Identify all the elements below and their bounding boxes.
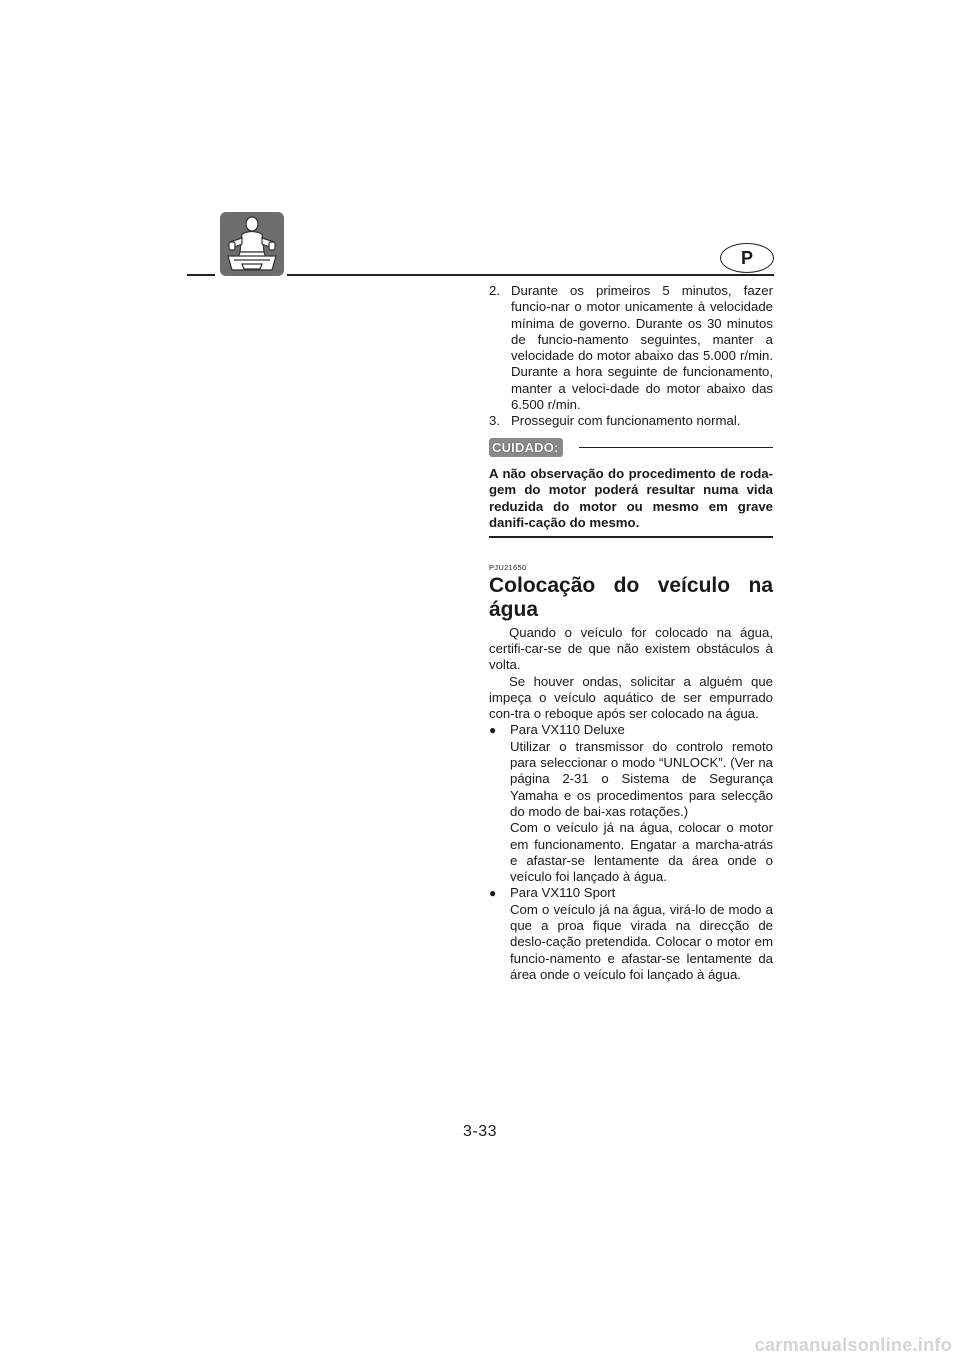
section-title: Colocação do veículo na água [489, 573, 773, 621]
header-rule-left [187, 274, 215, 276]
bullet-item [489, 722, 773, 885]
jet-ski-rider-icon [220, 212, 284, 276]
step-number: 3. [489, 413, 500, 429]
page-number: 3-33 [462, 1123, 498, 1140]
caution-rule-bottom [489, 536, 773, 538]
main-column [489, 283, 773, 983]
bullet-paragraph: Com o veículo já na água, virá-lo de modo a que a proa fique virada na direcção de deslo-cação pretendida. Colocar o motor em funcio-namento e afastar-se lentamente da área onde o veículo foi lançado à água. [510, 901, 773, 982]
header-rule-right [287, 274, 774, 276]
caution-text: A não observação do procedimento de roda-gem do motor poderá resultar numa vida reduzida do motor ou mesmo em grave danifi-cação do mesmo. [489, 465, 773, 530]
bullet-heading: Para VX110 Sport [510, 885, 616, 901]
bullet-paragraph: Utilizar o transmissor do controlo remoto para seleccionar o modo “UNLOCK”. (Ver na página 2-31 o Sistema de Segurança Yamaha e os procedimentos para selecção do modo de bai-xas rotações.) [510, 738, 773, 819]
language-badge: P [720, 243, 774, 273]
step-item [489, 413, 773, 429]
bullet-dot-icon: ● [489, 723, 497, 738]
step-text: Durante os primeiros 5 minutos, fazer funcio-nar o motor unicamente à velocidade mínima de governo. Durante os 30 minutos de funcio-namento seguintes, manter a velocidade do motor abaixo das 5.000 r/min. Durante a hora seguinte de funcionamento, manter a veloci-dade do motor abaixo das 6.500 r/min. [511, 283, 773, 413]
step-item [489, 283, 773, 413]
caution-rule-top [579, 447, 773, 449]
step-number: 2. [489, 283, 500, 298]
section-code: PJU21650 [489, 562, 527, 572]
step-text: Prosseguir com funcionamento normal. [511, 413, 741, 429]
bullet-item [489, 885, 773, 983]
watermark: carmanualsonline.info [754, 1335, 952, 1355]
caution-label: CUIDADO: [489, 438, 563, 457]
caution-header [489, 438, 773, 457]
section-paragraph: Se houver ondas, solicitar a alguém que impeça o veículo aquático de ser empurrado con-tra o reboque após ser colocado na água. [489, 673, 773, 722]
bullet-heading: Para VX110 Deluxe [510, 722, 625, 738]
bullet-dot-icon: ● [489, 886, 497, 901]
section-paragraph: Quando o veículo for colocado na água, certifi-car-se de que não existem obstáculos à volta. [489, 624, 773, 673]
bullet-paragraph: Com o veículo já na água, colocar o motor em funcionamento. Engatar a marcha-atrás e afastar-se lentamente da área onde o veículo foi lançado à água. [510, 820, 773, 885]
